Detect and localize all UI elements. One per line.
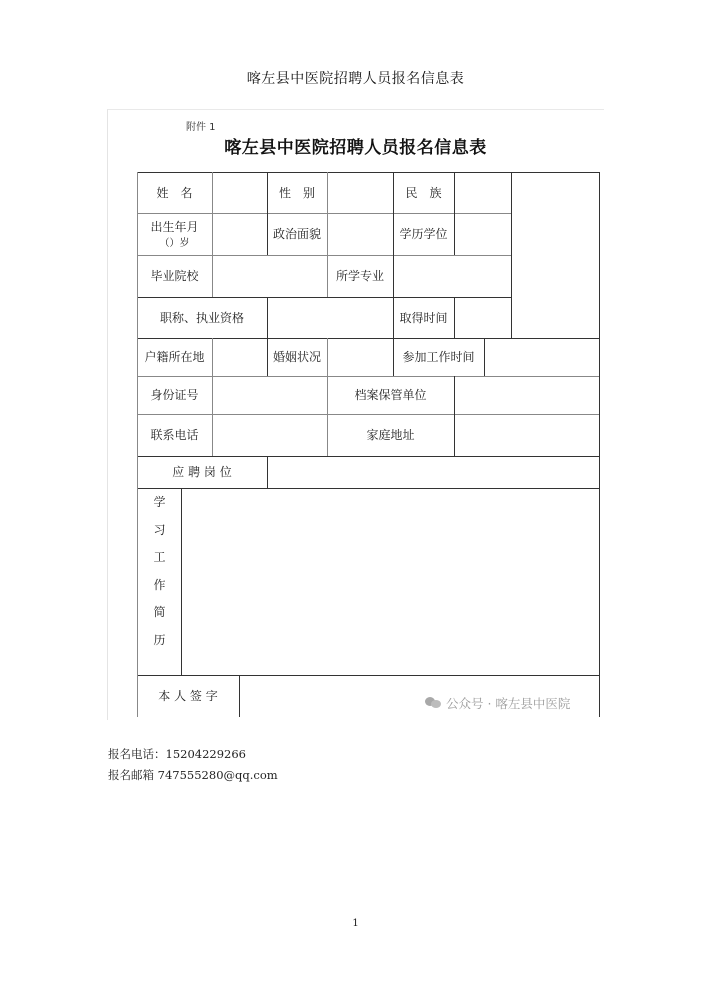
graduate-school-input[interactable] xyxy=(212,255,327,297)
page-title: 喀左县中医院招聘人员报名信息表 xyxy=(246,71,465,87)
applied-position-input[interactable] xyxy=(267,456,599,488)
label-ethnicity: 民 族 xyxy=(405,185,442,200)
contact-phone: 报名电话：15204229266 xyxy=(108,747,246,761)
resume-char: 作 xyxy=(153,577,166,592)
label-signature: 本 人 签 字 xyxy=(158,689,218,703)
label-obtained-time: 取得时间 xyxy=(399,310,448,325)
resume-char: 历 xyxy=(153,632,166,647)
label-major: 所学专业 xyxy=(335,269,384,283)
label-resume xyxy=(137,488,182,675)
photo-area[interactable] xyxy=(511,172,599,338)
wechat-icon xyxy=(425,697,441,709)
major-input[interactable] xyxy=(393,255,511,297)
label-id-number: 身份证号 xyxy=(150,388,199,402)
label-household-location: 户籍所在地 xyxy=(144,350,205,364)
label-applied-position: 应 聘 岗 位 xyxy=(172,465,232,479)
watermark-text: 公众号 · 喀左县中医院 xyxy=(446,696,571,711)
resume-input[interactable] xyxy=(182,488,599,675)
ethnicity-input[interactable] xyxy=(454,172,511,213)
page-number: 1 xyxy=(352,918,359,929)
form-title: 喀左县中医院招聘人员报名信息表 xyxy=(224,138,487,158)
label-political-status: 政治面貌 xyxy=(272,227,321,241)
resume-char: 学 xyxy=(153,495,166,509)
label-archive-unit: 档案保管单位 xyxy=(354,388,427,402)
education-degree-input[interactable] xyxy=(454,213,511,255)
obtained-time-input[interactable] xyxy=(454,297,511,338)
political-status-input[interactable] xyxy=(327,213,393,255)
archive-unit-input[interactable] xyxy=(454,376,599,414)
contact-email: 报名邮箱 747555280@qq.com xyxy=(108,768,278,782)
attachment-label: 附件 1 xyxy=(186,122,216,133)
label-name: 姓 名 xyxy=(156,185,193,200)
work-start-time-input[interactable] xyxy=(484,338,599,376)
label-gender: 性 别 xyxy=(278,185,315,200)
birth-date-input[interactable] xyxy=(212,213,267,255)
household-location-input[interactable] xyxy=(212,338,267,376)
label-birth-date xyxy=(137,213,212,255)
age-label: （）岁 xyxy=(159,237,190,249)
label-marital-status: 婚姻状况 xyxy=(272,350,321,364)
label-graduate-school: 毕业院校 xyxy=(150,269,199,283)
id-number-input[interactable] xyxy=(212,376,327,414)
gender-input[interactable] xyxy=(327,172,393,213)
home-address-input[interactable] xyxy=(454,414,599,456)
name-input[interactable] xyxy=(212,172,267,213)
label-title-qualification: 职称、执业资格 xyxy=(159,310,244,325)
watermark xyxy=(425,694,570,712)
label-home-address: 家庭地址 xyxy=(366,428,415,442)
resume-char: 习 xyxy=(153,522,166,537)
phone-input[interactable] xyxy=(212,414,327,456)
table-border-right xyxy=(599,172,600,717)
resume-char: 简 xyxy=(153,605,166,619)
label-phone: 联系电话 xyxy=(150,428,199,442)
label-education-degree: 学历学位 xyxy=(399,227,448,241)
resume-char: 工 xyxy=(153,550,166,564)
birth-date-label: 出生年月 xyxy=(150,219,199,234)
marital-status-input[interactable] xyxy=(327,338,393,376)
title-qualification-input[interactable] xyxy=(267,297,393,338)
label-work-start-time: 参加工作时间 xyxy=(402,350,475,364)
